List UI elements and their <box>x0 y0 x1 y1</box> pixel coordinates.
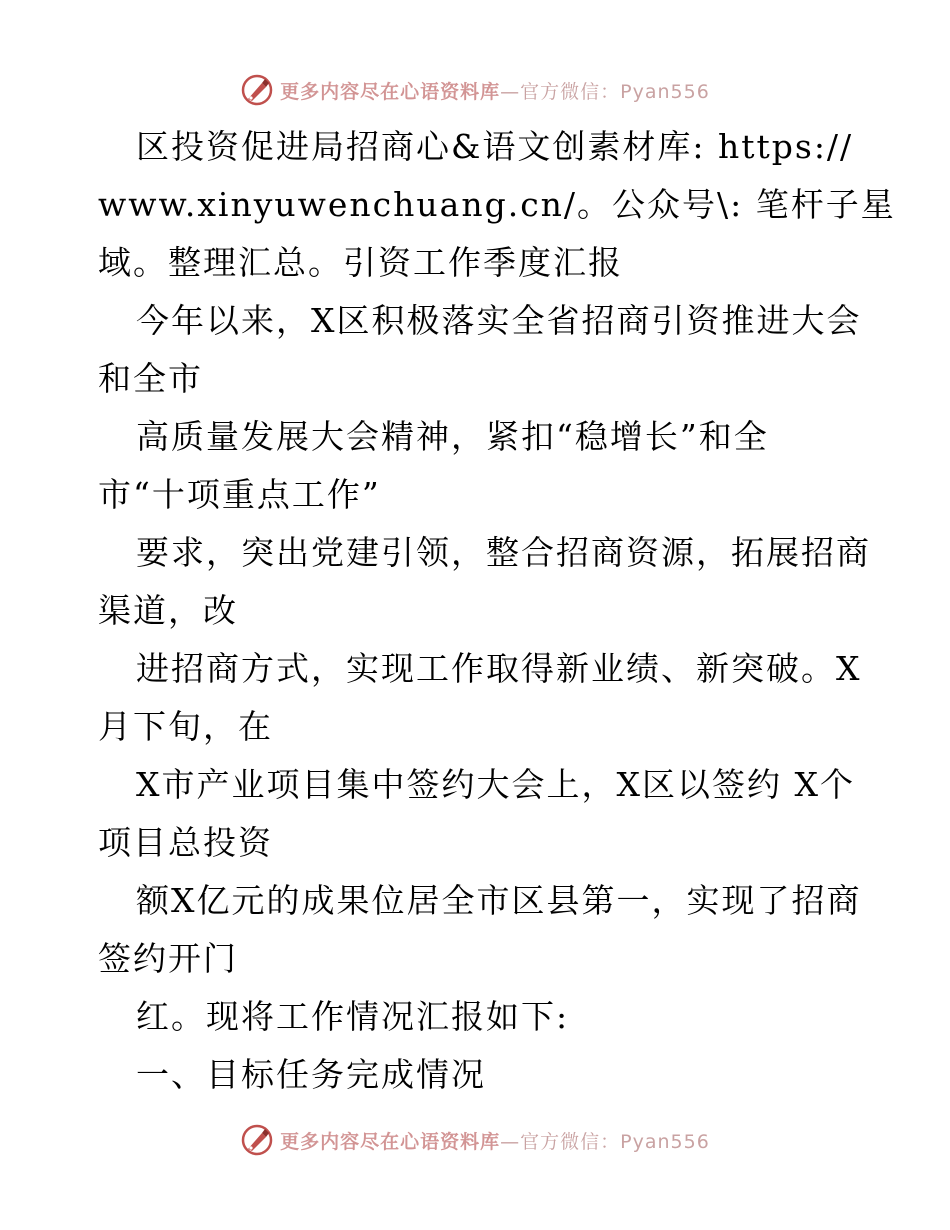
pen-logo-icon <box>240 1123 274 1157</box>
text-line: 区投资促进局招商心&语文创素材库: https:// <box>136 127 854 166</box>
text-line: 市“十项重点工作” <box>98 475 381 514</box>
text-line: 红。现将工作情况汇报如下: <box>136 997 570 1036</box>
pen-logo-icon <box>240 73 274 107</box>
banner-contact: 官方微信：Pyan556 <box>520 1130 710 1153</box>
banner-separator: — <box>500 1130 521 1153</box>
text-line: 今年以来，X区积极落实全省招商引资推进大会 <box>136 301 862 340</box>
banner-title: 更多内容尽在心语资料库 <box>280 1130 501 1153</box>
banner-contact: 官方微信：Pyan556 <box>520 80 710 103</box>
text-line: 和全市 <box>98 359 203 398</box>
text-line: 高质量发展大会精神，紧扣“稳增长”和全 <box>136 417 769 456</box>
section-heading: 一、目标任务完成情况 <box>136 1055 486 1094</box>
text-line: 渠道，改 <box>98 591 238 630</box>
text-line: 要求，突出党建引领，整合招商资源，拓展招商 <box>136 533 871 572</box>
header-banner <box>0 70 950 110</box>
text-line: 域。整理汇总。引资工作季度汇报 <box>98 243 623 282</box>
footer-banner <box>0 1120 950 1160</box>
banner-title: 更多内容尽在心语资料库 <box>280 80 501 103</box>
text-line: 月下旬，在 <box>98 707 273 746</box>
document-body <box>98 118 896 1104</box>
banner-separator: — <box>500 80 521 103</box>
text-line: www.xinyuwenchuang.cn/。公众号\: 笔杆子星 <box>98 185 896 224</box>
text-line: 额X亿元的成果位居全市区县第一，实现了招商 <box>136 881 862 920</box>
text-line: 签约开门 <box>98 939 238 978</box>
text-line: 进招商方式，实现工作取得新业绩、新突破。X <box>136 649 862 688</box>
text-line: X市产业项目集中签约大会上，X区以签约 X个 <box>136 765 855 804</box>
text-line: 项目总投资 <box>98 823 273 862</box>
